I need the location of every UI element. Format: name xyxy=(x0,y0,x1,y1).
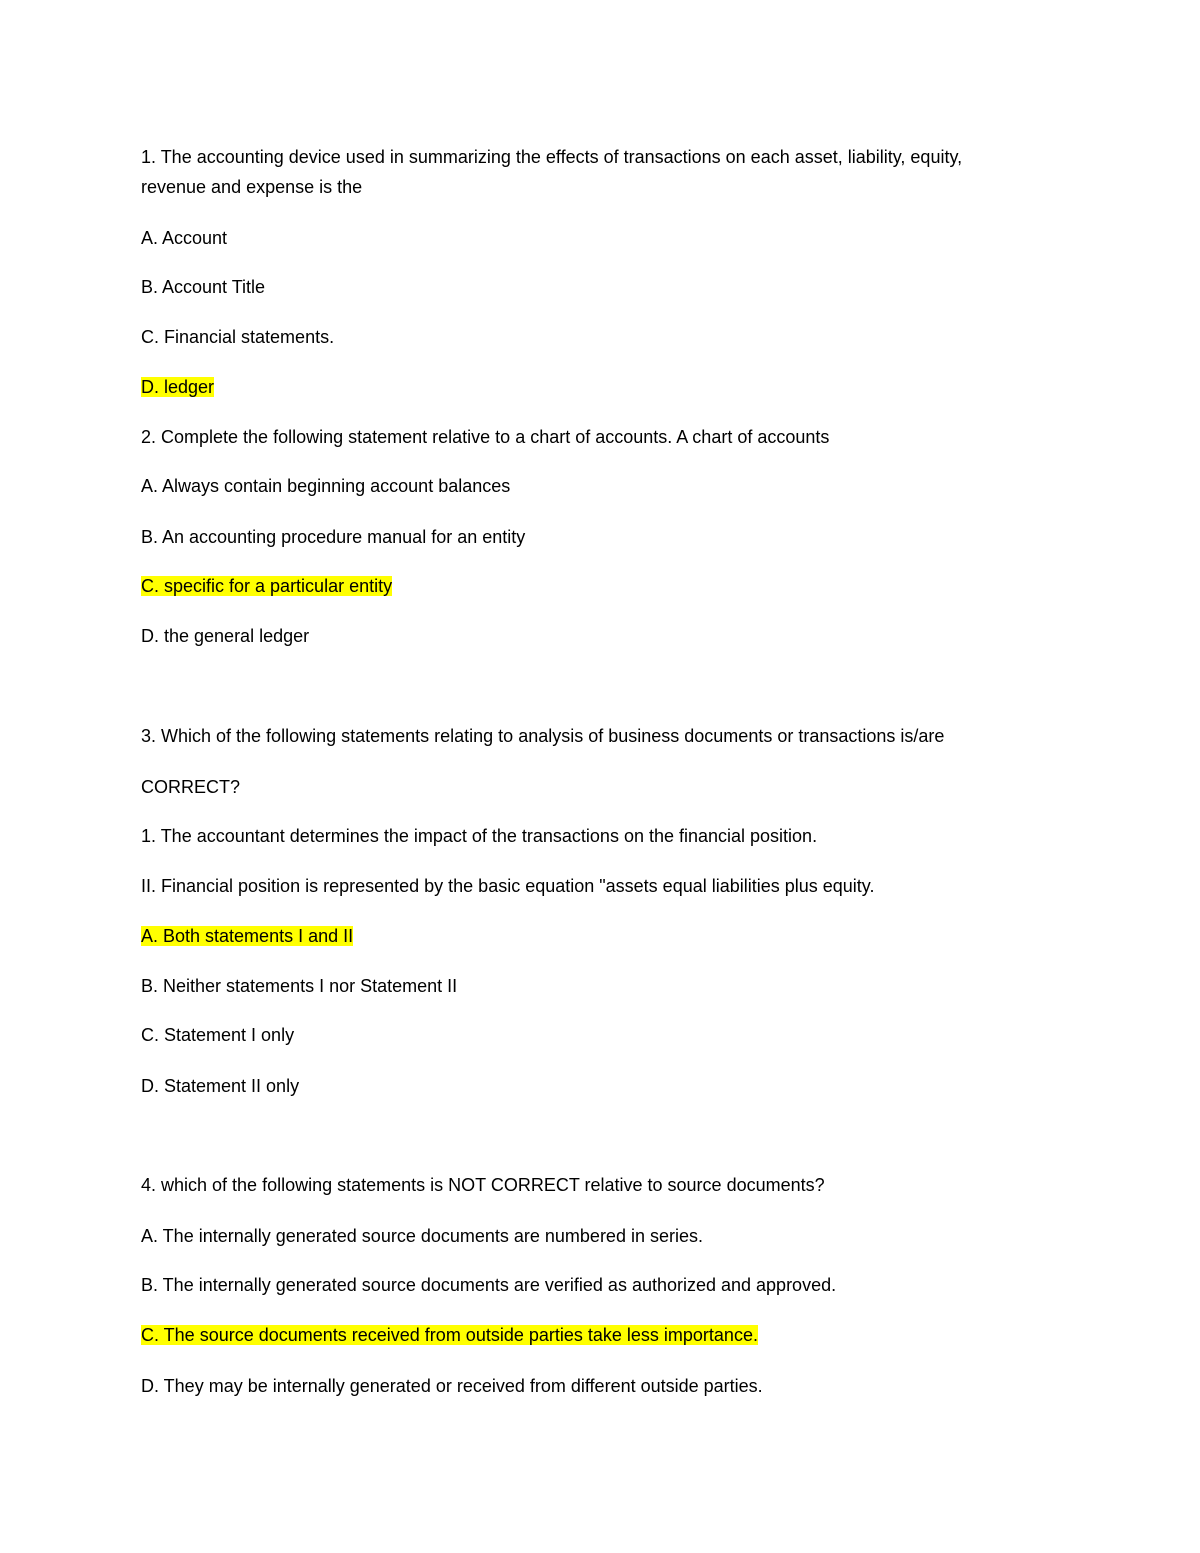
question-2-option-c-highlighted-answer: C. specific for a particular entity xyxy=(141,576,393,596)
question-2-option-a: A. Always contain beginning account balances xyxy=(141,476,511,496)
question-1-option-c: C. Financial statements. xyxy=(141,327,335,347)
question-3-option-c: C. Statement I only xyxy=(141,1025,295,1045)
question-1-option-d-wrap xyxy=(141,375,214,399)
question-2-option-c-wrap xyxy=(141,574,392,598)
question-3-statement-2: II. Financial position is represented by the basic equation "assets equal liabilities plus equity. xyxy=(141,876,875,896)
question-1-option-a: A. Account xyxy=(141,228,228,248)
question-4-option-a: A. The internally generated source documents are numbered in series. xyxy=(141,1226,703,1246)
question-3-option-a-highlighted-answer: A. Both statements I and II xyxy=(141,926,354,946)
question-2-stem-line-1: 2. Complete the following statement relative to a chart of accounts. A chart of accounts xyxy=(141,427,830,447)
question-3-stem-line-2: CORRECT? xyxy=(141,777,241,797)
question-1-option-d-highlighted-answer: D. ledger xyxy=(141,377,215,397)
question-1-stem-line-1: 1. The accounting device used in summarizing the effects of transactions on each asset, liability, equity, xyxy=(141,147,963,167)
question-3-option-a-wrap xyxy=(141,924,353,948)
question-2-option-d: D. the general ledger xyxy=(141,626,310,646)
question-3-stem-line-1: 3. Which of the following statements relating to analysis of business documents or transactions is/are xyxy=(141,726,945,746)
question-1-option-b: B. Account Title xyxy=(141,277,266,297)
question-3-option-b: B. Neither statements I nor Statement II xyxy=(141,976,458,996)
question-4-option-b: B. The internally generated source documents are verified as authorized and approved. xyxy=(141,1275,837,1295)
question-3-statement-1: 1. The accountant determines the impact of the transactions on the financial position. xyxy=(141,826,818,846)
question-4-option-c-wrap xyxy=(141,1323,758,1347)
question-4-option-c-highlighted-answer: C. The source documents received from outside parties take less importance. xyxy=(141,1325,758,1345)
question-1-stem-line-2: revenue and expense is the xyxy=(141,177,363,197)
question-4-option-d: D. They may be internally generated or received from different outside parties. xyxy=(141,1376,763,1396)
question-4-stem-line-1: 4. which of the following statements is NOT CORRECT relative to source documents? xyxy=(141,1175,825,1195)
question-3-option-d: D. Statement II only xyxy=(141,1076,300,1096)
question-2-option-b: B. An accounting procedure manual for an entity xyxy=(141,527,526,547)
